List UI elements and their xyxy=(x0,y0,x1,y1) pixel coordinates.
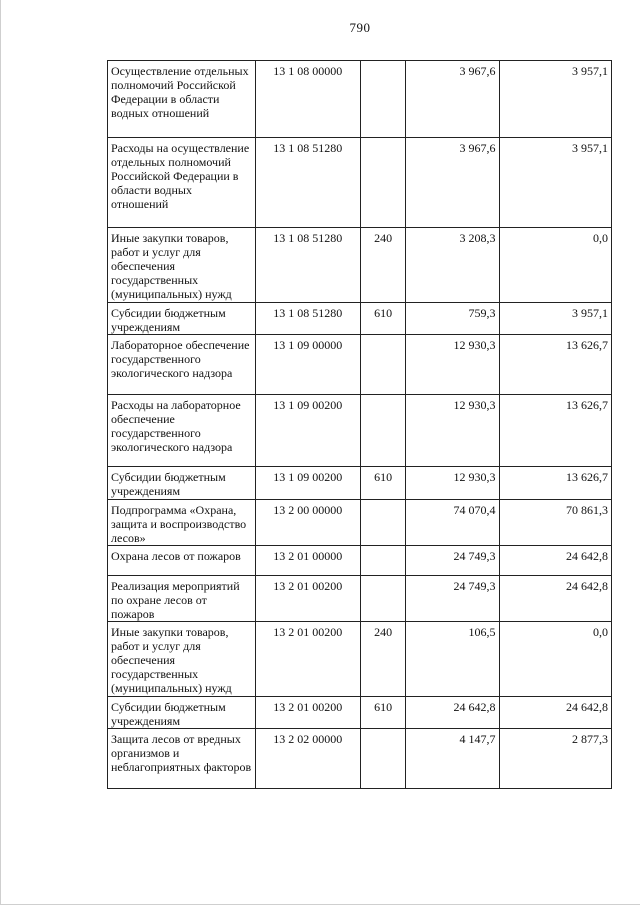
row-name: Подпрограмма «Охрана, защита и воспроизводство лесов» xyxy=(108,500,256,546)
table-row xyxy=(108,303,612,335)
row-amount-year1: 12 930,3 xyxy=(406,395,499,467)
row-amount-year2: 70 861,3 xyxy=(499,500,611,546)
table-row xyxy=(108,500,612,546)
row-amount-year2: 13 626,7 xyxy=(499,467,611,500)
row-code: 13 1 08 00000 xyxy=(255,61,360,138)
row-amount-year1: 4 147,7 xyxy=(406,729,499,789)
table-row xyxy=(108,546,612,576)
row-expense-type: 240 xyxy=(360,622,405,697)
row-amount-year1: 3 208,3 xyxy=(406,228,499,303)
row-code: 13 1 08 51280 xyxy=(255,138,360,228)
row-name: Защита лесов от вредных организмов и неблагоприятных факторов xyxy=(108,729,256,789)
budget-table-body xyxy=(108,61,612,789)
row-code: 13 1 09 00200 xyxy=(255,467,360,500)
row-expense-type: 610 xyxy=(360,303,405,335)
table-row xyxy=(108,61,612,138)
row-amount-year2: 2 877,3 xyxy=(499,729,611,789)
row-code: 13 2 01 00200 xyxy=(255,622,360,697)
row-amount-year2: 24 642,8 xyxy=(499,697,611,729)
row-expense-type: 610 xyxy=(360,467,405,500)
row-amount-year2: 0,0 xyxy=(499,228,611,303)
row-expense-type xyxy=(360,729,405,789)
table-row xyxy=(108,697,612,729)
row-amount-year1: 3 967,6 xyxy=(406,138,499,228)
row-amount-year1: 12 930,3 xyxy=(406,467,499,500)
table-row xyxy=(108,395,612,467)
row-name: Иные закупки товаров, работ и услуг для обеспечения государственных (муниципальных) нужд xyxy=(108,228,256,303)
table-row xyxy=(108,576,612,622)
row-expense-type xyxy=(360,576,405,622)
table-row xyxy=(108,335,612,395)
row-expense-type xyxy=(360,335,405,395)
row-code: 13 2 01 00200 xyxy=(255,697,360,729)
row-amount-year2: 3 957,1 xyxy=(499,61,611,138)
table-row xyxy=(108,729,612,789)
row-amount-year2: 13 626,7 xyxy=(499,395,611,467)
scan-edge-left xyxy=(0,0,1,905)
row-name: Расходы на лабораторное обеспечение государственного экологического надзора xyxy=(108,395,256,467)
row-name: Охрана лесов от пожаров xyxy=(108,546,256,576)
row-code: 13 1 08 51280 xyxy=(255,303,360,335)
budget-table xyxy=(107,60,612,789)
row-amount-year1: 106,5 xyxy=(406,622,499,697)
row-code: 13 2 01 00000 xyxy=(255,546,360,576)
row-code: 13 1 09 00000 xyxy=(255,335,360,395)
row-name: Лабораторное обеспечение государственного экологического надзора xyxy=(108,335,256,395)
row-name: Иные закупки товаров, работ и услуг для обеспечения государственных (муниципальных) нужд xyxy=(108,622,256,697)
row-name: Субсидии бюджетным учреждениям xyxy=(108,697,256,729)
row-expense-type xyxy=(360,395,405,467)
row-expense-type xyxy=(360,61,405,138)
row-code: 13 2 02 00000 xyxy=(255,729,360,789)
row-code: 13 1 08 51280 xyxy=(255,228,360,303)
row-code: 13 2 00 00000 xyxy=(255,500,360,546)
row-expense-type: 240 xyxy=(360,228,405,303)
row-amount-year2: 13 626,7 xyxy=(499,335,611,395)
row-amount-year2: 24 642,8 xyxy=(499,576,611,622)
row-expense-type xyxy=(360,500,405,546)
row-amount-year1: 24 749,3 xyxy=(406,546,499,576)
row-expense-type xyxy=(360,546,405,576)
table-row xyxy=(108,467,612,500)
row-code: 13 1 09 00200 xyxy=(255,395,360,467)
row-name: Субсидии бюджетным учреждениям xyxy=(108,303,256,335)
row-name: Реализация мероприятий по охране лесов от пожаров xyxy=(108,576,256,622)
row-amount-year1: 759,3 xyxy=(406,303,499,335)
row-amount-year2: 0,0 xyxy=(499,622,611,697)
table-row xyxy=(108,622,612,697)
row-name: Осуществление отдельных полномочий Российской Федерации в области водных отношений xyxy=(108,61,256,138)
row-expense-type: 610 xyxy=(360,697,405,729)
row-amount-year2: 3 957,1 xyxy=(499,303,611,335)
row-name: Расходы на осуществление отдельных полномочий Российской Федерации в области водных отношений xyxy=(108,138,256,228)
row-code: 13 2 01 00200 xyxy=(255,576,360,622)
row-amount-year1: 74 070,4 xyxy=(406,500,499,546)
row-name: Субсидии бюджетным учреждениям xyxy=(108,467,256,500)
row-amount-year1: 24 642,8 xyxy=(406,697,499,729)
table-row xyxy=(108,138,612,228)
row-amount-year1: 12 930,3 xyxy=(406,335,499,395)
row-amount-year1: 3 967,6 xyxy=(406,61,499,138)
row-expense-type xyxy=(360,138,405,228)
row-amount-year2: 24 642,8 xyxy=(499,546,611,576)
row-amount-year1: 24 749,3 xyxy=(406,576,499,622)
page-number: 790 xyxy=(349,20,371,35)
table-row xyxy=(108,228,612,303)
row-amount-year2: 3 957,1 xyxy=(499,138,611,228)
